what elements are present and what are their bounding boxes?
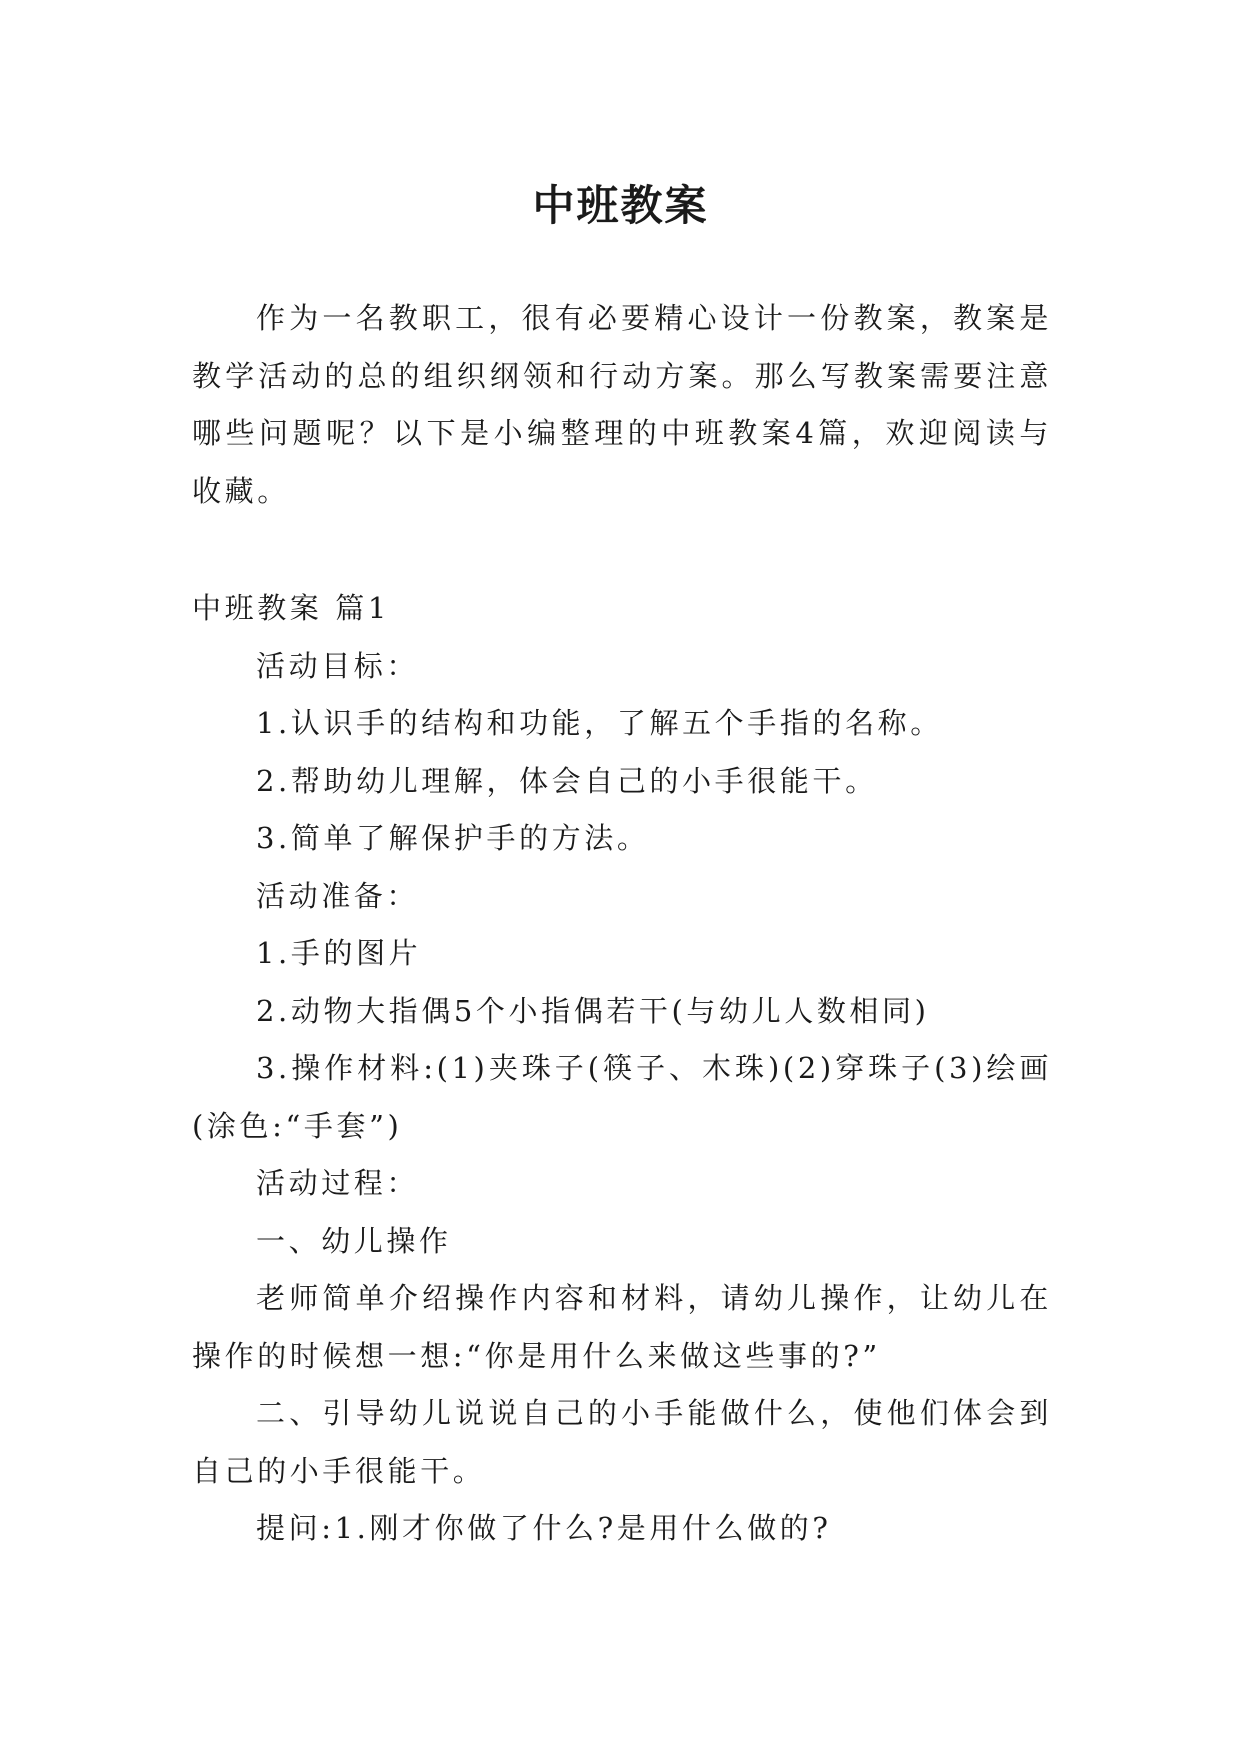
paragraph-step-1: 一、幼儿操作 [256, 1223, 452, 1258]
paragraph-prep-1: 1.手的图片 [256, 936, 422, 970]
paragraph-goals-heading: 活动目标： [256, 648, 420, 683]
intro-paragraph: 作为一名教职工，很有必要精心设计一份教案，教案是教学活动的总的组织纲领和行动方案。那么写教案需要注意哪些问题呢？以下是小编整理的中班教案4篇，欢迎阅读与收藏。 [192, 301, 1052, 508]
paragraph-step-1-detail: 老师简单介绍操作内容和材料，请幼儿操作，让幼儿在操作的时候想一想:“你是用什么来做这些事的?” [192, 1281, 1052, 1373]
paragraph-prep-3: 3.操作材料:(1)夹珠子(筷子、木珠)(2)穿珠子(3)绘画(涂色:“手套”) [192, 1051, 1052, 1143]
document-body [192, 580, 1052, 1558]
paragraph-prep-2: 2.动物大指偶5个小指偶若干(与幼儿人数相同) [256, 993, 930, 1028]
paragraph-goal-3: 3.简单了解保护手的方法。 [256, 821, 650, 855]
paragraph-goal-2: 2.帮助幼儿理解，体会自己的小手很能干。 [256, 763, 878, 798]
paragraph-question-1: 提问:1.刚才你做了什么?是用什么做的? [256, 1511, 832, 1545]
section-heading: 中班教案 篇1 [192, 591, 390, 625]
document-title: 中班教案 [532, 181, 709, 231]
paragraph-prep-heading: 活动准备： [256, 878, 420, 913]
paragraph-goal-1: 1.认识手的结构和功能，了解五个手指的名称。 [256, 706, 943, 740]
paragraph-step-2: 二、引导幼儿说说自己的小手能做什么，使他们体会到自己的小手很能干。 [192, 1396, 1052, 1488]
paragraph-process-heading: 活动过程： [256, 1166, 420, 1200]
